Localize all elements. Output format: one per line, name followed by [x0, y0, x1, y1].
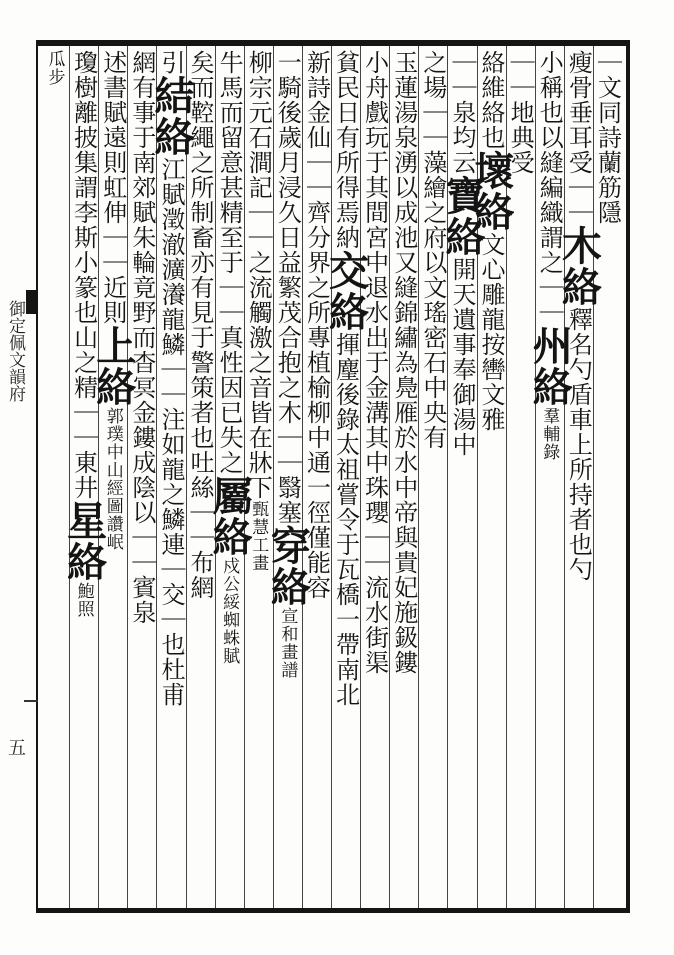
column-text: 分界之所專植榆柳中通一徑僅能容 [302, 225, 331, 600]
text-column [60, 50, 108, 906]
text-column [147, 50, 195, 906]
entry-heading: 上絡 [89, 325, 137, 407]
text-column [526, 50, 574, 906]
text-column [590, 50, 624, 906]
column-text: 宣和畫譜 [277, 607, 298, 679]
text-column [183, 50, 217, 906]
column-text: 瓊樹離披集謂李斯小篆也 [69, 50, 98, 325]
column-text: 瓜步 [44, 50, 65, 86]
text-column [416, 50, 450, 906]
column-text: 揮麈後錄太祖嘗令于瓦橋一帶南北 [331, 332, 360, 707]
text-column [264, 50, 312, 906]
entry-heading: 木絡 [555, 225, 603, 307]
entry-heading: 星絡 [60, 500, 108, 582]
column-text: ｜｜泉均云 [447, 50, 476, 175]
column-text: ｜｜ [506, 50, 535, 100]
column-text: 一騎後歲月浸久日益繁茂合抱之木｜｜翳塞 [273, 50, 302, 525]
column-text: 網 [127, 50, 156, 75]
entry-heading: 穿絡 [264, 525, 312, 607]
column-text: 鮑照 [73, 582, 94, 618]
column-text: 開天遺事奉御湯中 [447, 257, 476, 457]
column-text: 郭璞中山經圖讚岷 [102, 407, 123, 551]
column-text: 釋名勺盾車上所持者也勺 [564, 307, 593, 582]
column-text: ｜文同詩蘭筋隱 [593, 50, 622, 225]
column-text: 牛馬而留意甚精至于｜｜真性因已失之 [215, 50, 244, 475]
text-column [322, 50, 370, 906]
entry-heading: 結絡 [147, 75, 195, 157]
column-text: 引 [156, 50, 185, 75]
text-column [89, 50, 137, 906]
margin-book-title: 御定佩文韻府 [5, 300, 25, 402]
text-column [125, 50, 159, 906]
column-text: 江賦澂澈瀇瀁龍鱗｜｜注如龍之鱗連｜交｜也杜甫 [156, 157, 185, 707]
column-text: 山之精｜｜東井 [69, 325, 98, 500]
column-text: 文心雕龍按轡文雅 [477, 232, 506, 432]
column-text: 甄慧工畫 [248, 500, 269, 572]
text-column [206, 50, 254, 906]
column-text: 戍公綏蜘蛛賦 [219, 557, 240, 665]
column-text: 小稱也以縫編織謂之｜｜ [535, 50, 564, 325]
column-text: 地典受 [506, 100, 535, 175]
frame-top-border [36, 40, 630, 46]
column-text: 矣而鞚繩之所制畜亦有見于警策者也 [186, 50, 215, 450]
column-text: 玉蓮湯泉湧以成池又縫錦繡為鳧雁於水中帝與貴妃施鈒鏤 [389, 50, 418, 675]
text-column [438, 50, 486, 906]
margin-divider [24, 700, 38, 702]
column-text: 有事于南郊賦朱輪竟野而杳冥金鏤成陰以｜｜賓泉 [127, 75, 156, 625]
margin-page-number: 五 [5, 738, 26, 756]
column-text: 絡維絡也 [477, 50, 506, 150]
entry-heading: 壞絡 [468, 150, 516, 232]
column-text: 新詩金仙｜｜齊 [302, 50, 331, 225]
frame-bottom-border [36, 908, 630, 913]
column-text: 瘦骨垂耳受｜｜ [564, 50, 593, 225]
column-text: 以文瑤密石中央有 [418, 250, 447, 450]
text-column [358, 50, 392, 906]
entry-heading: 寶絡 [438, 175, 486, 257]
column-text: 之場｜｜藻繪之府 [418, 50, 447, 250]
entry-heading: 屬絡 [206, 475, 254, 557]
column-text: 柳宗元石澗記｜｜之流觸激之音皆在牀下 [244, 50, 273, 500]
text-column [299, 50, 333, 906]
entry-heading: 州絡 [526, 325, 574, 407]
margin-fishtail-mark [26, 290, 38, 314]
text-column [555, 50, 603, 906]
entry-heading: 交絡 [322, 250, 370, 332]
column-text: 羣輔錄 [539, 407, 560, 461]
column-text: 述書賦遠則虹伸｜｜近則 [98, 50, 127, 325]
column-text: 貧民日有所得焉納 [331, 50, 360, 250]
column-text: 吐絲｜｜布網 [186, 450, 215, 600]
text-column [38, 50, 72, 906]
text-column [387, 50, 421, 906]
column-text: 小舟戲玩于其間宮中退水出于金溝其中珠瓔｜｜流水街渠 [360, 50, 389, 675]
frame-right-border [626, 40, 630, 913]
